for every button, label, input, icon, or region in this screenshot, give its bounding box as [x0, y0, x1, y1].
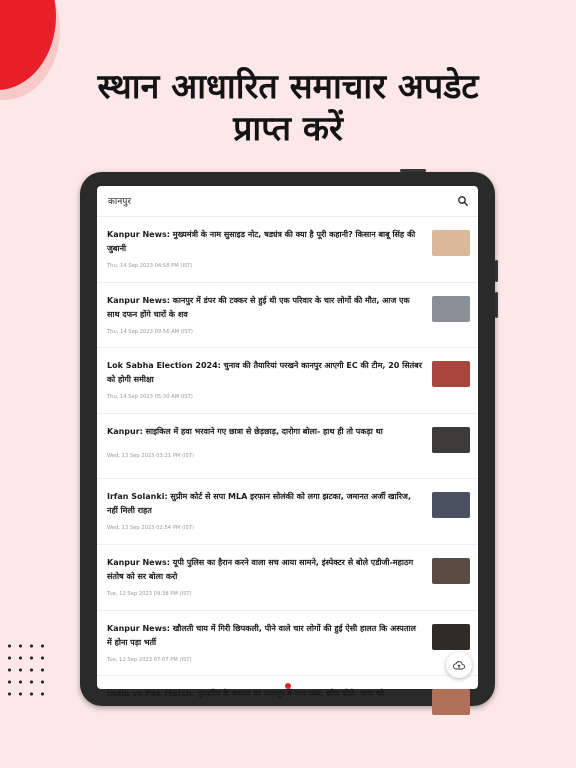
search-icon[interactable]	[457, 195, 469, 207]
news-thumbnail[interactable]	[432, 492, 470, 518]
news-thumbnail[interactable]	[432, 689, 470, 715]
news-date: Tue, 12 Sep 2023 09:38 PM (IST)	[107, 590, 192, 597]
news-title[interactable]: Kanpur News: मुख्यमंत्री के नाम सुसाइड नोट, षड्यंत्र की क्या है पूरी कहानी? किसान बाबू सिंह की जुबानी	[107, 230, 416, 253]
scroll-indicator-dot	[285, 683, 291, 689]
news-thumbnail[interactable]	[432, 624, 470, 650]
promo-headline-line1: स्थान आधारित समाचार अपडेट	[97, 67, 479, 107]
news-title[interactable]: Kanpur News: खौलती चाय में गिरी छिपकली, पीने वाले चार लोगों की हुई ऐसी हालत कि अस्पताल में होना पड़ा भर्ती	[107, 623, 416, 647]
news-thumbnail[interactable]	[432, 361, 470, 387]
promo-headline	[0, 66, 576, 150]
search-bar[interactable]	[97, 186, 478, 217]
news-list	[97, 217, 478, 742]
news-date: Wed, 13 Sep 2023 03:21 PM (IST)	[107, 452, 195, 459]
news-item[interactable]	[97, 611, 478, 677]
tablet-volume-up-button	[495, 260, 498, 282]
promo-headline-line2: प्राप्त करें	[233, 109, 343, 149]
news-date: Thu, 14 Sep 2023 04:58 PM (IST)	[107, 263, 193, 269]
news-date: Thu, 14 Sep 2023 09:56 AM (IST)	[107, 328, 193, 335]
news-item[interactable]	[97, 414, 478, 480]
news-title[interactable]: Kanpur News: कानपुर में डंपर की टक्कर से हुई थी एक परिवार के चार लोगों की मौत, आज एक साथ दफन होंगे चारों के शव	[107, 295, 410, 319]
news-title[interactable]: Kanpur News: यूपी पुलिस का हैरान करने वाला सच आया सामने, इंस्पेक्टर से बोले एडीजी-महाठग संतोष को सर बोला करो	[107, 557, 414, 581]
news-title[interactable]: Lok Sabha Election 2024: चुनाव की तैयारियां परखने कानपुर आएगी EC की टीम, 20 सितंबर को होगी समीक्षा	[107, 361, 423, 385]
news-date: Thu, 14 Sep 2023 05:30 AM (IST)	[107, 394, 193, 401]
news-thumbnail[interactable]	[432, 230, 470, 256]
news-title[interactable]: Kanpur: साइकिल में हवा भरवाने गए छात्रा से छेड़छाड़, दारोगा बोला- हाथ ही तो पकड़ा था	[107, 426, 383, 436]
news-item[interactable]	[97, 217, 478, 283]
news-date: Wed, 13 Sep 2023 02:54 PM (IST)	[107, 525, 195, 532]
news-item[interactable]	[97, 348, 478, 414]
news-title[interactable]: Irfan Solanki: सुप्रीम कोर्ट से सपा MLA इरफान सोलंकी को लगा झटका, जमानत अर्जी खारिज, नहीं मिली राहत	[107, 492, 411, 516]
decorative-dot-grid	[4, 640, 48, 696]
news-thumbnail[interactable]	[432, 558, 470, 584]
search-input[interactable]: कानपुर	[108, 197, 132, 207]
upload-button[interactable]	[446, 652, 472, 678]
news-item[interactable]	[97, 479, 478, 545]
news-item[interactable]	[97, 545, 478, 611]
tablet-volume-down-button	[495, 292, 498, 318]
app-screen	[97, 186, 478, 699]
cloud-upload-icon	[453, 660, 465, 670]
news-title[interactable]: India vs Pak Match: कुलदीप के कमाल पर कानपुर में मना जश्न, कोच बोले- पाक को	[107, 689, 385, 699]
news-item[interactable]	[97, 283, 478, 349]
news-thumbnail[interactable]	[432, 427, 470, 453]
news-thumbnail[interactable]	[432, 296, 470, 322]
news-date: Tue, 12 Sep 2023 07:07 PM (IST)	[107, 656, 192, 663]
